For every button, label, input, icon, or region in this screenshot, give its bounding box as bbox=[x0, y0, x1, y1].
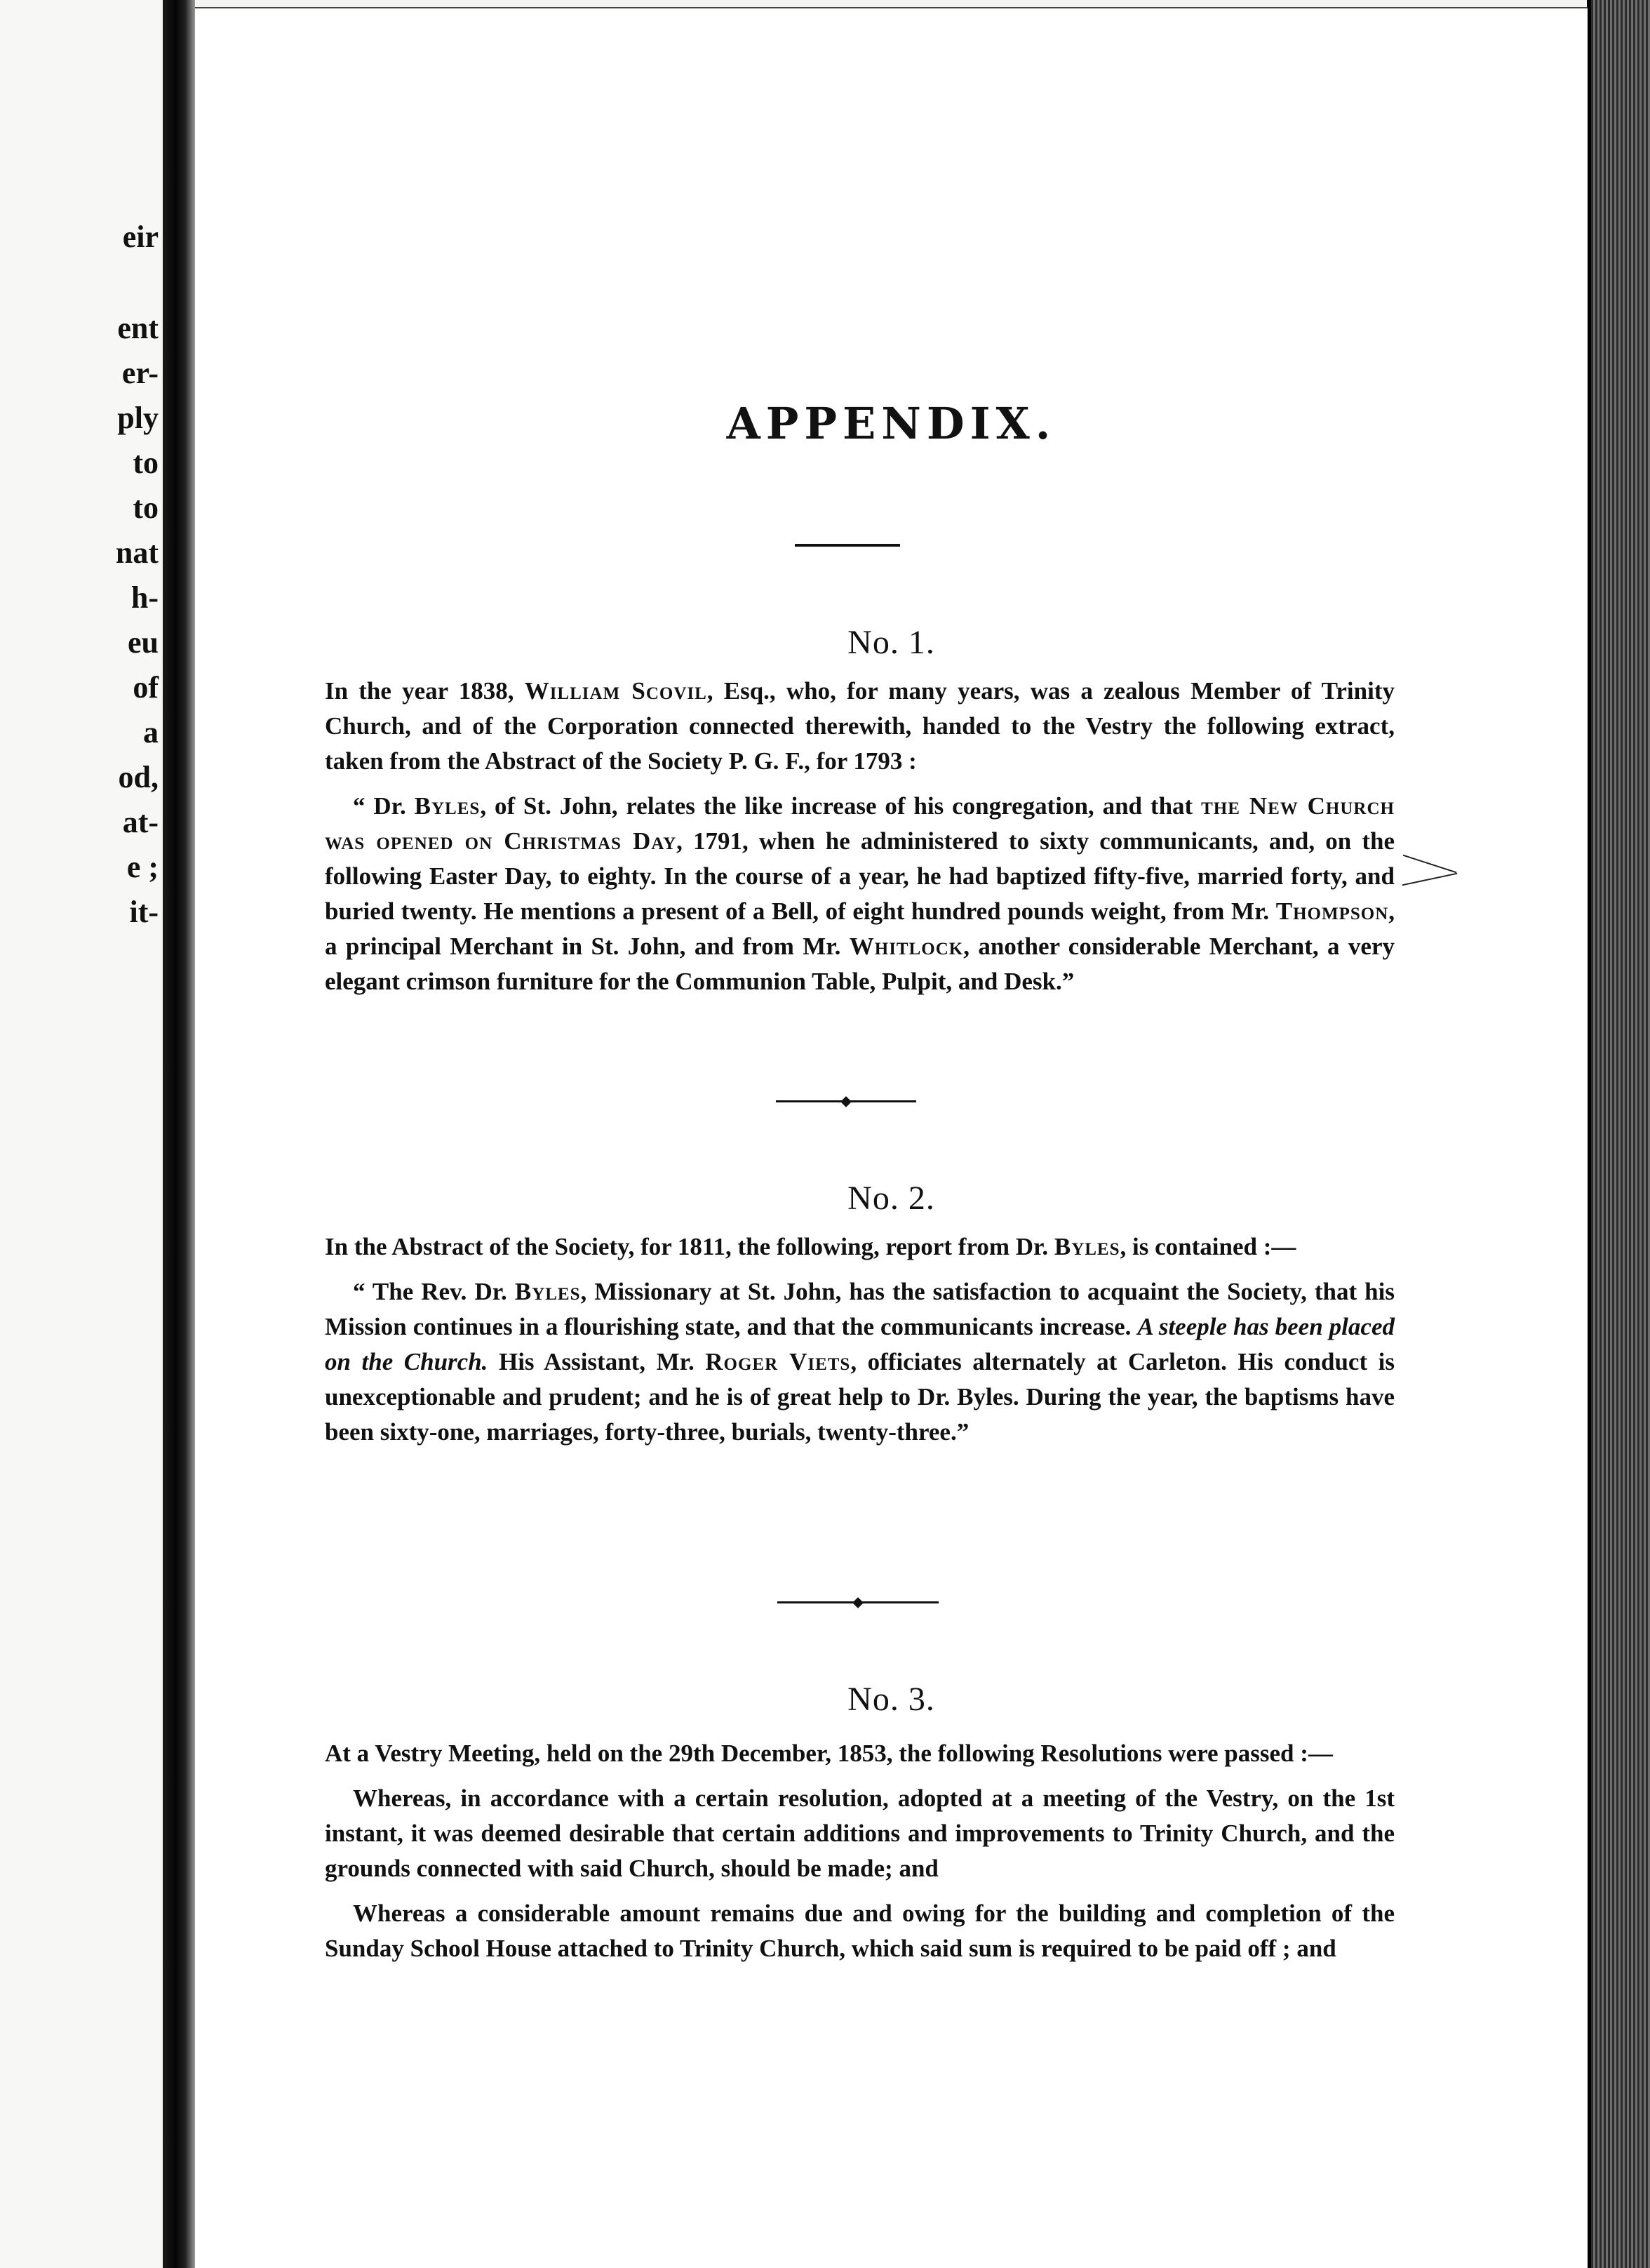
text-run: , Esq., who, for many years, was a zealous Member of Trinity Church, and of the Corporation connected therewith, handed to the Vestry the following extract, taken from the Abstract of the Society P. G. F., for 1793 : bbox=[325, 677, 1395, 775]
section-heading: No. 1. bbox=[847, 624, 935, 661]
left-page-fragment: eir bbox=[122, 220, 159, 254]
paragraph bbox=[325, 789, 1395, 999]
text-run: “ The Rev. Dr. bbox=[353, 1278, 515, 1305]
left-page-fragment: to bbox=[133, 446, 159, 480]
text-run: In the year 1838, bbox=[325, 677, 525, 705]
section-divider-ornament bbox=[776, 1095, 916, 1109]
paragraph bbox=[325, 1229, 1395, 1265]
left-page-fragment: at- bbox=[122, 805, 159, 839]
small-caps-name: the New Church was opened on Christmas Day bbox=[325, 792, 1395, 855]
pencil-mark bbox=[1402, 873, 1458, 886]
text-run: Whereas a considerable amount remains due and owing for the building and completion of the Sunday School House attached to Trinity Church, which said sum is required to be paid off ; and bbox=[325, 1900, 1395, 1962]
paragraph bbox=[325, 674, 1395, 779]
left-page-fragment: er- bbox=[121, 356, 159, 390]
left-page-fragment: of bbox=[133, 670, 159, 705]
small-caps-name: Roger Viets bbox=[705, 1348, 851, 1375]
left-page-fragment: ply bbox=[117, 401, 159, 435]
appendix-page bbox=[195, 7, 1588, 2268]
text-run: , another considerable Merchant, a very elegant crimson furniture for the Communion Table, Pulpit, and Desk.” bbox=[325, 933, 1395, 995]
small-caps-name: William Scovil bbox=[524, 677, 707, 705]
pencil-mark bbox=[1403, 855, 1457, 874]
small-caps-name: Byles bbox=[1054, 1233, 1120, 1260]
page-title: APPENDIX. bbox=[726, 398, 1057, 449]
paragraph bbox=[325, 1274, 1395, 1450]
small-caps-name: Whitlock bbox=[849, 933, 964, 960]
left-page-fragment: od, bbox=[118, 760, 159, 794]
text-run: “ Dr. bbox=[353, 792, 415, 820]
italic-text: A steeple has been placed on the Church. bbox=[325, 1313, 1395, 1375]
text-run: At a Vestry Meeting, held on the 29th December, 1853, the following Resolutions were passed :— bbox=[325, 1740, 1333, 1767]
section-body bbox=[325, 1229, 1395, 1460]
left-page-fragment: it- bbox=[129, 895, 159, 929]
paragraph bbox=[325, 1736, 1395, 1771]
section-body bbox=[325, 1736, 1395, 1976]
left-page-fragment: nat bbox=[115, 535, 159, 570]
paragraph bbox=[325, 1781, 1395, 1886]
text-run: His Assistant, Mr. bbox=[488, 1348, 706, 1375]
text-run: In the Abstract of the Society, for 1811, the following, report from Dr. bbox=[325, 1233, 1054, 1260]
book-gutter-shadow bbox=[163, 0, 195, 2268]
section-heading: No. 3. bbox=[847, 1681, 935, 1718]
paragraph bbox=[325, 1896, 1395, 1966]
small-caps-name: Byles bbox=[414, 792, 481, 820]
text-run: , is contained :— bbox=[1120, 1233, 1296, 1260]
small-caps-name: Byles bbox=[514, 1278, 581, 1305]
text-run: , a principal Merchant in St. John, and from Mr. bbox=[325, 898, 1395, 960]
section-divider-ornament bbox=[777, 1596, 939, 1610]
left-facing-page-fragment bbox=[0, 0, 161, 2268]
left-page-fragment: to bbox=[133, 491, 159, 525]
text-run: Whereas, in accordance with a certain resolution, adopted at a meeting of the Vestry, on the 1st instant, it was deemed desirable that certain additions and improvements to Trinity Church, and the grounds connected with said Church, should be made; and bbox=[325, 1785, 1395, 1882]
left-page-fragment: eu bbox=[128, 625, 159, 660]
page-stack-edge bbox=[1587, 0, 1650, 2268]
text-run: , officiates alternately at Carleton. His conduct is unexceptionable and prudent; and he is of great help to Dr. Byles. During the year, the baptisms have been sixty-one, marriages, forty-three, burials, twenty-three.” bbox=[325, 1348, 1395, 1446]
section-heading: No. 2. bbox=[847, 1180, 935, 1217]
left-page-fragment: ent bbox=[117, 311, 159, 345]
small-caps-name: Thompson bbox=[1275, 898, 1389, 925]
text-run: , 1791, when he administered to sixty communicants, and, on the following Easter Day, to eighty. In the course of a year, he had baptized fifty-five, married forty, and buried twenty. He mentions a present of a Bell, of eight hundred pounds weight, from Mr. bbox=[325, 827, 1395, 925]
title-rule bbox=[795, 544, 900, 547]
left-page-fragment: h- bbox=[130, 580, 159, 615]
text-run: , Missionary at St. John, has the satisfaction to acquaint the Society, that his Mission continues in a flourishing state, and that the communicants increase. bbox=[325, 1278, 1395, 1340]
section-body bbox=[325, 674, 1395, 1009]
left-page-fragment: e ; bbox=[126, 850, 159, 884]
text-run: , of St. John, relates the like increase of his congregation, and that bbox=[480, 792, 1202, 820]
left-page-fragment: a bbox=[143, 715, 159, 749]
